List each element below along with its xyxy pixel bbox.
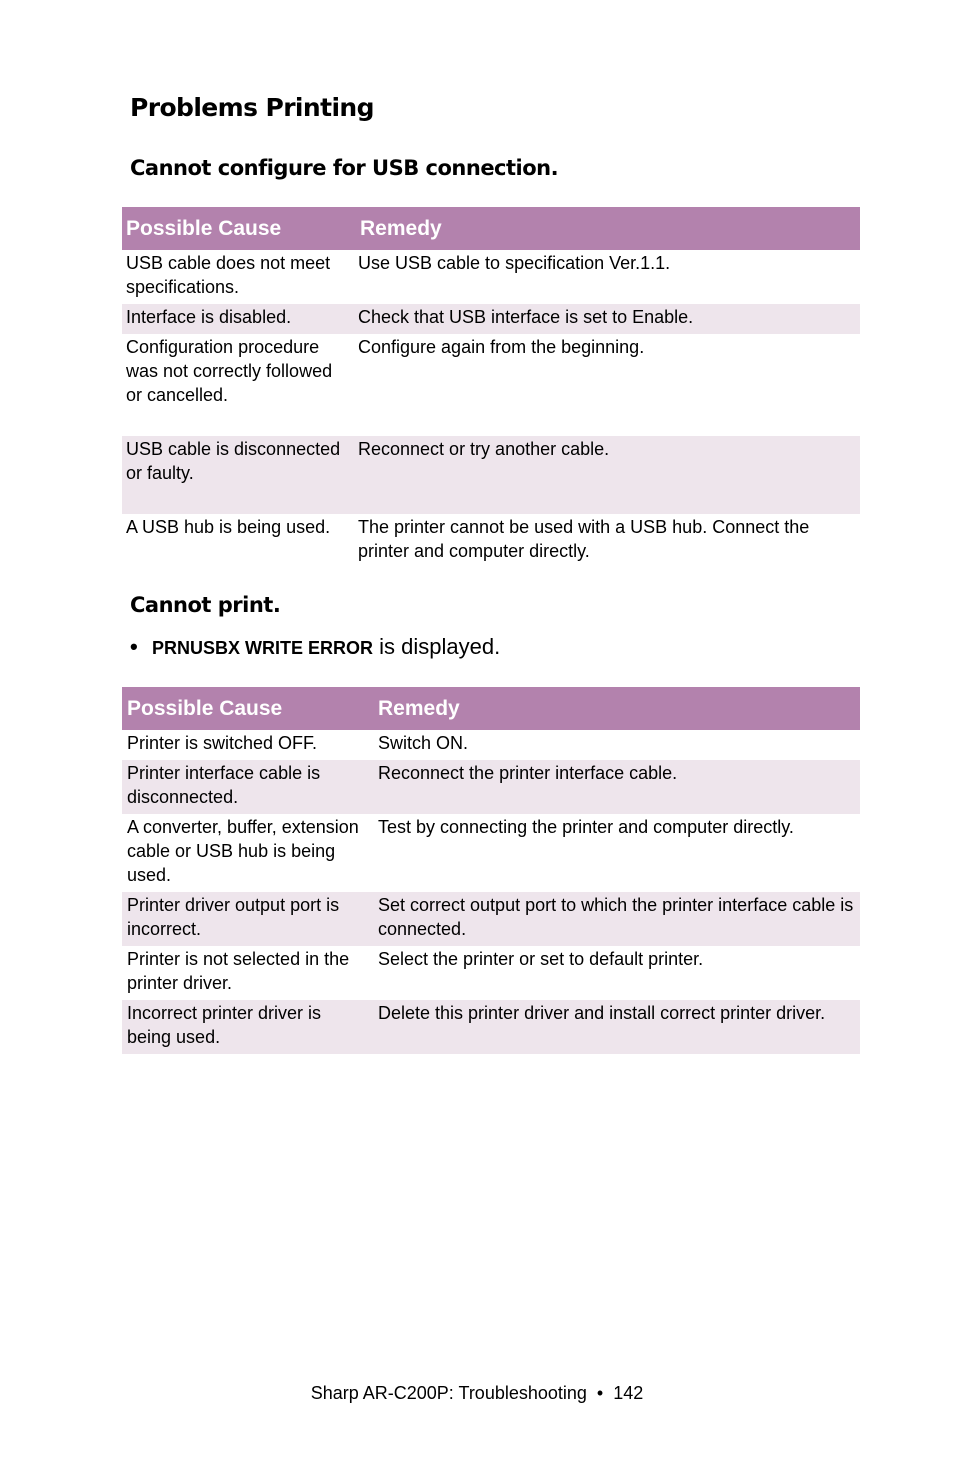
table-row: [122, 334, 860, 436]
column-header-remedy: Remedy: [373, 687, 860, 730]
remedy-cell: Use USB cable to specification Ver.1.1.: [358, 253, 671, 273]
table-row: [122, 814, 860, 892]
print-troubleshooting-table: [122, 687, 860, 1054]
remedy-cell: Configure again from the beginning.: [358, 337, 645, 357]
remedy-cell: Reconnect or try another cable.: [354, 436, 860, 514]
cause-cell: Printer interface cable is disconnected.: [122, 760, 373, 814]
remedy-cell: Select the printer or set to default printer.: [378, 949, 704, 969]
table-row: [122, 514, 860, 568]
cause-cell: Printer driver output port is incorrect.: [122, 892, 373, 946]
column-header-cause: Possible Cause: [122, 207, 354, 250]
error-description: is displayed.: [373, 634, 501, 659]
page-title: Problems Printing: [130, 93, 374, 122]
table-row: [122, 436, 860, 514]
bullet-icon: •: [130, 634, 138, 659]
cause-cell: USB cable is disconnected or faulty.: [122, 436, 354, 514]
remedy-cell: Delete this printer driver and install correct printer driver.: [373, 1000, 860, 1054]
cause-cell: Interface is disabled.: [122, 304, 354, 334]
table-header-row: [122, 207, 860, 250]
table-row: [122, 730, 860, 760]
cause-cell: USB cable does not meet specifications.: [126, 253, 331, 297]
page-footer: Sharp AR-C200P: Troubleshooting • 142: [310, 1383, 644, 1403]
error-code: PRNUSBX WRITE ERROR: [152, 638, 374, 658]
table-row: [122, 1000, 860, 1054]
cause-cell: A USB hub is being used.: [126, 517, 331, 537]
remedy-cell: Check that USB interface is set to Enable.: [354, 304, 860, 334]
table-row: [122, 892, 860, 946]
error-message-bullet: [130, 632, 500, 663]
cause-cell: Incorrect printer driver is being used.: [122, 1000, 373, 1054]
column-header-cause: Possible Cause: [122, 687, 373, 730]
table-row: [122, 304, 860, 334]
table-row: [122, 760, 860, 814]
remedy-cell: Test by connecting the printer and computer directly.: [378, 817, 794, 837]
section-heading-usb: Cannot configure for USB connection.: [130, 156, 559, 180]
table-header-row: [122, 687, 860, 730]
usb-troubleshooting-table: [122, 207, 860, 568]
column-header-remedy: Remedy: [354, 207, 860, 250]
remedy-cell: The printer cannot be used with a USB hub. Connect the printer and computer directly.: [358, 517, 810, 561]
remedy-cell: Reconnect the printer interface cable.: [373, 760, 860, 814]
cause-cell: A converter, buffer, extension cable or USB hub is being used.: [127, 817, 359, 885]
table-row: [122, 946, 860, 1000]
section-heading-cannot-print: Cannot print.: [130, 593, 281, 617]
cause-cell: Printer is not selected in the printer driver.: [127, 949, 350, 993]
remedy-cell: Switch ON.: [378, 733, 469, 753]
remedy-cell: Set correct output port to which the printer interface cable is connected.: [373, 892, 860, 946]
cause-cell: Printer is switched OFF.: [127, 733, 318, 753]
cause-cell: Configuration procedure was not correctly followed or cancelled.: [126, 337, 333, 405]
table-row: [122, 250, 860, 304]
